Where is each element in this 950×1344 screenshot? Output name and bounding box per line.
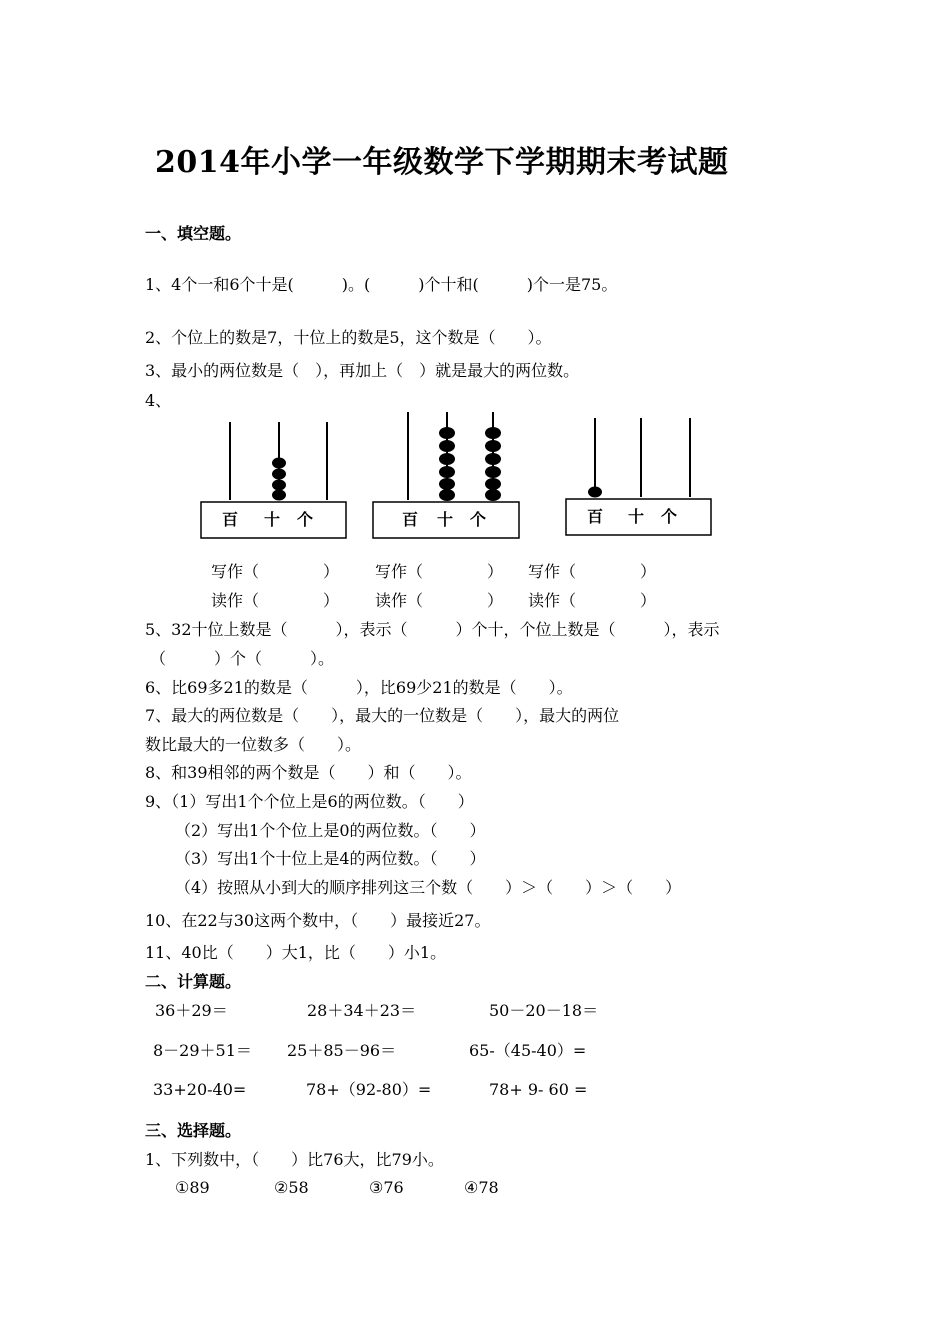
choice-option-4: ④78 xyxy=(464,1178,499,1197)
write-as-3: 写作（ ） xyxy=(528,562,657,581)
choice-option-3: ③76 xyxy=(369,1178,404,1197)
read-as-3: 读作（ ） xyxy=(528,591,657,610)
question-1-4-label: 4、 xyxy=(145,391,172,410)
question-1-1: 1、4个一和6个十是( )。( )个十和( )个一是75。 xyxy=(145,275,618,294)
bead xyxy=(588,487,602,498)
question-1-9-2: （2）写出1个个位上是0的两位数。（ ） xyxy=(175,821,486,840)
bead xyxy=(485,427,501,439)
bead xyxy=(439,478,455,490)
calc-1-3: 50－20－18＝ xyxy=(489,1001,599,1020)
section-heading-fill-blank: 一、填空题。 xyxy=(145,224,242,243)
abacus-3-label-hundreds: 百 xyxy=(587,507,604,526)
question-1-7-line1: 7、最大的两位数是（ ），最大的一位数是（ ），最大的两位 xyxy=(145,706,620,725)
question-1-2: 2、个位上的数是7，十位上的数是5，这个数是（ ）。 xyxy=(145,328,552,347)
abacus-3-label-ones: 个 xyxy=(661,507,678,526)
question-1-7-line2: 数比最大的一位数多（ ）。 xyxy=(145,735,362,754)
question-1-5-line2: （ ）个（ ）。 xyxy=(150,649,335,668)
bead xyxy=(272,480,286,491)
abacus-3-label-tens: 十 xyxy=(628,507,645,526)
bead xyxy=(485,453,501,465)
question-1-8: 8、和39相邻的两个数是（ ）和（ ）。 xyxy=(145,763,472,782)
bead xyxy=(272,458,286,469)
calc-1-2: 28＋34＋23＝ xyxy=(307,1001,417,1020)
choice-option-1: ①89 xyxy=(175,1178,210,1197)
choice-option-2: ②58 xyxy=(274,1178,309,1197)
calc-2-3: 65-（45-40）= xyxy=(469,1041,587,1060)
bead xyxy=(272,490,286,501)
read-as-1: 读作（ ） xyxy=(211,591,340,610)
calc-3-1: 33+20-40= xyxy=(153,1080,247,1099)
section-heading-choice: 三、选择题。 xyxy=(145,1121,242,1140)
abacus-2-label-ones: 个 xyxy=(470,510,487,529)
page-title: 2014年小学一年级数学下学期期末考试题 xyxy=(155,145,729,180)
abacus-figures xyxy=(0,0,950,560)
read-as-2: 读作（ ） xyxy=(375,591,504,610)
question-1-3: 3、最小的两位数是（ ），再加上（ ）就是最大的两位数。 xyxy=(145,361,580,380)
abacus-1-label-ones: 个 xyxy=(297,510,314,529)
bead xyxy=(439,489,455,501)
question-1-11: 11、40比（ ）大1，比（ ）小1。 xyxy=(145,943,447,962)
calc-3-3: 78+ 9- 60 = xyxy=(489,1080,588,1099)
bead xyxy=(439,440,455,452)
question-1-10: 10、在22与30这两个数中，（ ）最接近27。 xyxy=(145,911,491,930)
abacus-2-label-hundreds: 百 xyxy=(402,510,419,529)
choice-question-1: 1、下列数中，（ ）比76大，比79小。 xyxy=(145,1150,444,1169)
question-1-9-3: （3）写出1个十位上是4的两位数。（ ） xyxy=(175,849,486,868)
calc-2-2: 25＋85－96＝ xyxy=(287,1041,397,1060)
bead xyxy=(485,489,501,501)
question-1-9-1: 9、（1）写出1个个位上是6的两位数。（ ） xyxy=(145,792,474,811)
calc-1-1: 36＋29＝ xyxy=(155,1001,228,1020)
bead xyxy=(272,469,286,480)
write-as-2: 写作（ ） xyxy=(375,562,504,581)
section-heading-calculation: 二、计算题。 xyxy=(145,972,242,991)
bead xyxy=(439,453,455,465)
question-1-6: 6、比69多21的数是（ ），比69少21的数是（ ）。 xyxy=(145,678,573,697)
abacus-1-label-tens: 十 xyxy=(264,510,281,529)
calc-3-2: 78+（92-80）= xyxy=(306,1080,432,1099)
bead xyxy=(485,466,501,478)
abacus-2-label-tens: 十 xyxy=(437,510,454,529)
write-as-1: 写作（ ） xyxy=(211,562,340,581)
calc-2-1: 8－29＋51＝ xyxy=(153,1041,252,1060)
bead xyxy=(439,466,455,478)
question-1-5-line1: 5、32十位上数是（ ），表示（ ）个十，个位上数是（ ），表示 xyxy=(145,620,720,639)
bead xyxy=(485,440,501,452)
bead xyxy=(439,427,455,439)
question-1-9-4: （4）按照从小到大的顺序排列这三个数（ ）＞（ ）＞（ ） xyxy=(175,878,682,897)
abacus-1-label-hundreds: 百 xyxy=(222,510,239,529)
bead xyxy=(485,478,501,490)
